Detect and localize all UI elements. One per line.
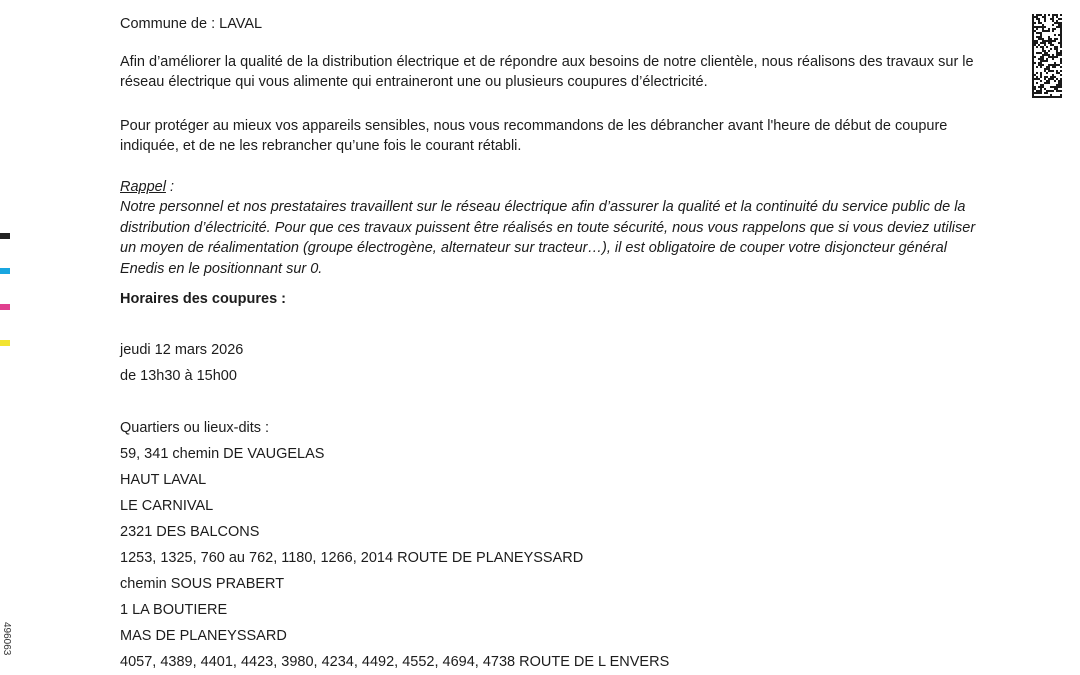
rappel-colon: : <box>165 179 175 195</box>
quartiers-heading: Quartiers ou lieux-dits : <box>120 420 270 436</box>
place-item: 4057, 4389, 4401, 4423, 3980, 4234, 4492, 4552, 4694, 4738 ROUTE DE L ENVERS <box>120 654 670 670</box>
rappel-label <box>120 177 174 197</box>
place-item: 59, 341 chemin DE VAUGELAS <box>120 446 325 462</box>
rappel-title: Rappel <box>120 179 166 195</box>
intro-paragraph: Afin d’améliorer la qualité de la distribution électrique et de répondre aux besoins de notre clientèle, nous réalisons des travaux sur le réseau électrique qui vous alimente qui entraineront une ou plusieurs coupures d’électricité. <box>120 54 974 90</box>
datamatrix-code <box>1032 14 1062 98</box>
side-document-number: 496063 <box>1 622 12 656</box>
outage-date: jeudi 12 mars 2026 <box>120 342 244 358</box>
place-item: 1 LA BOUTIERE <box>120 602 228 618</box>
magenta-mark <box>0 304 10 310</box>
place-item: 2321 DES BALCONS <box>120 524 260 540</box>
place-item: MAS DE PLANEYSSARD <box>120 628 287 644</box>
rappel-paragraph: Notre personnel et nos prestataires travaillent sur le réseau électrique afin d’assurer la qualité et la continuité du service public de la distribution d’électricité. Pour que ces travaux puissent être réalisés en toute sécurité, nous vous rappelons que si vous deviez utiliser un moyen de réalimentation (groupe électrogène, alternateur sur tracteur…), il est obligatoire de couper votre disjoncteur général Enedis en le positionnant sur 0. <box>120 199 976 277</box>
place-item: 1253, 1325, 760 au 762, 1180, 1266, 2014 ROUTE DE PLANEYSSARD <box>120 550 584 566</box>
yellow-mark <box>0 340 10 346</box>
place-item: LE CARNIVAL <box>120 498 214 514</box>
commune-line: Commune de : LAVAL <box>120 16 263 32</box>
place-item: HAUT LAVAL <box>120 472 207 488</box>
horaires-heading: Horaires des coupures : <box>120 291 286 307</box>
black-mark <box>0 233 10 239</box>
place-item: chemin SOUS PRABERT <box>120 576 285 592</box>
cyan-mark <box>0 268 10 274</box>
protect-paragraph: Pour protéger au mieux vos appareils sensibles, nous vous recommandons de les débrancher avant l'heure de début de coupure indiquée, et de ne les rebrancher qu’une fois le courant rétabli. <box>120 118 948 154</box>
outage-time: de 13h30 à 15h00 <box>120 368 237 384</box>
